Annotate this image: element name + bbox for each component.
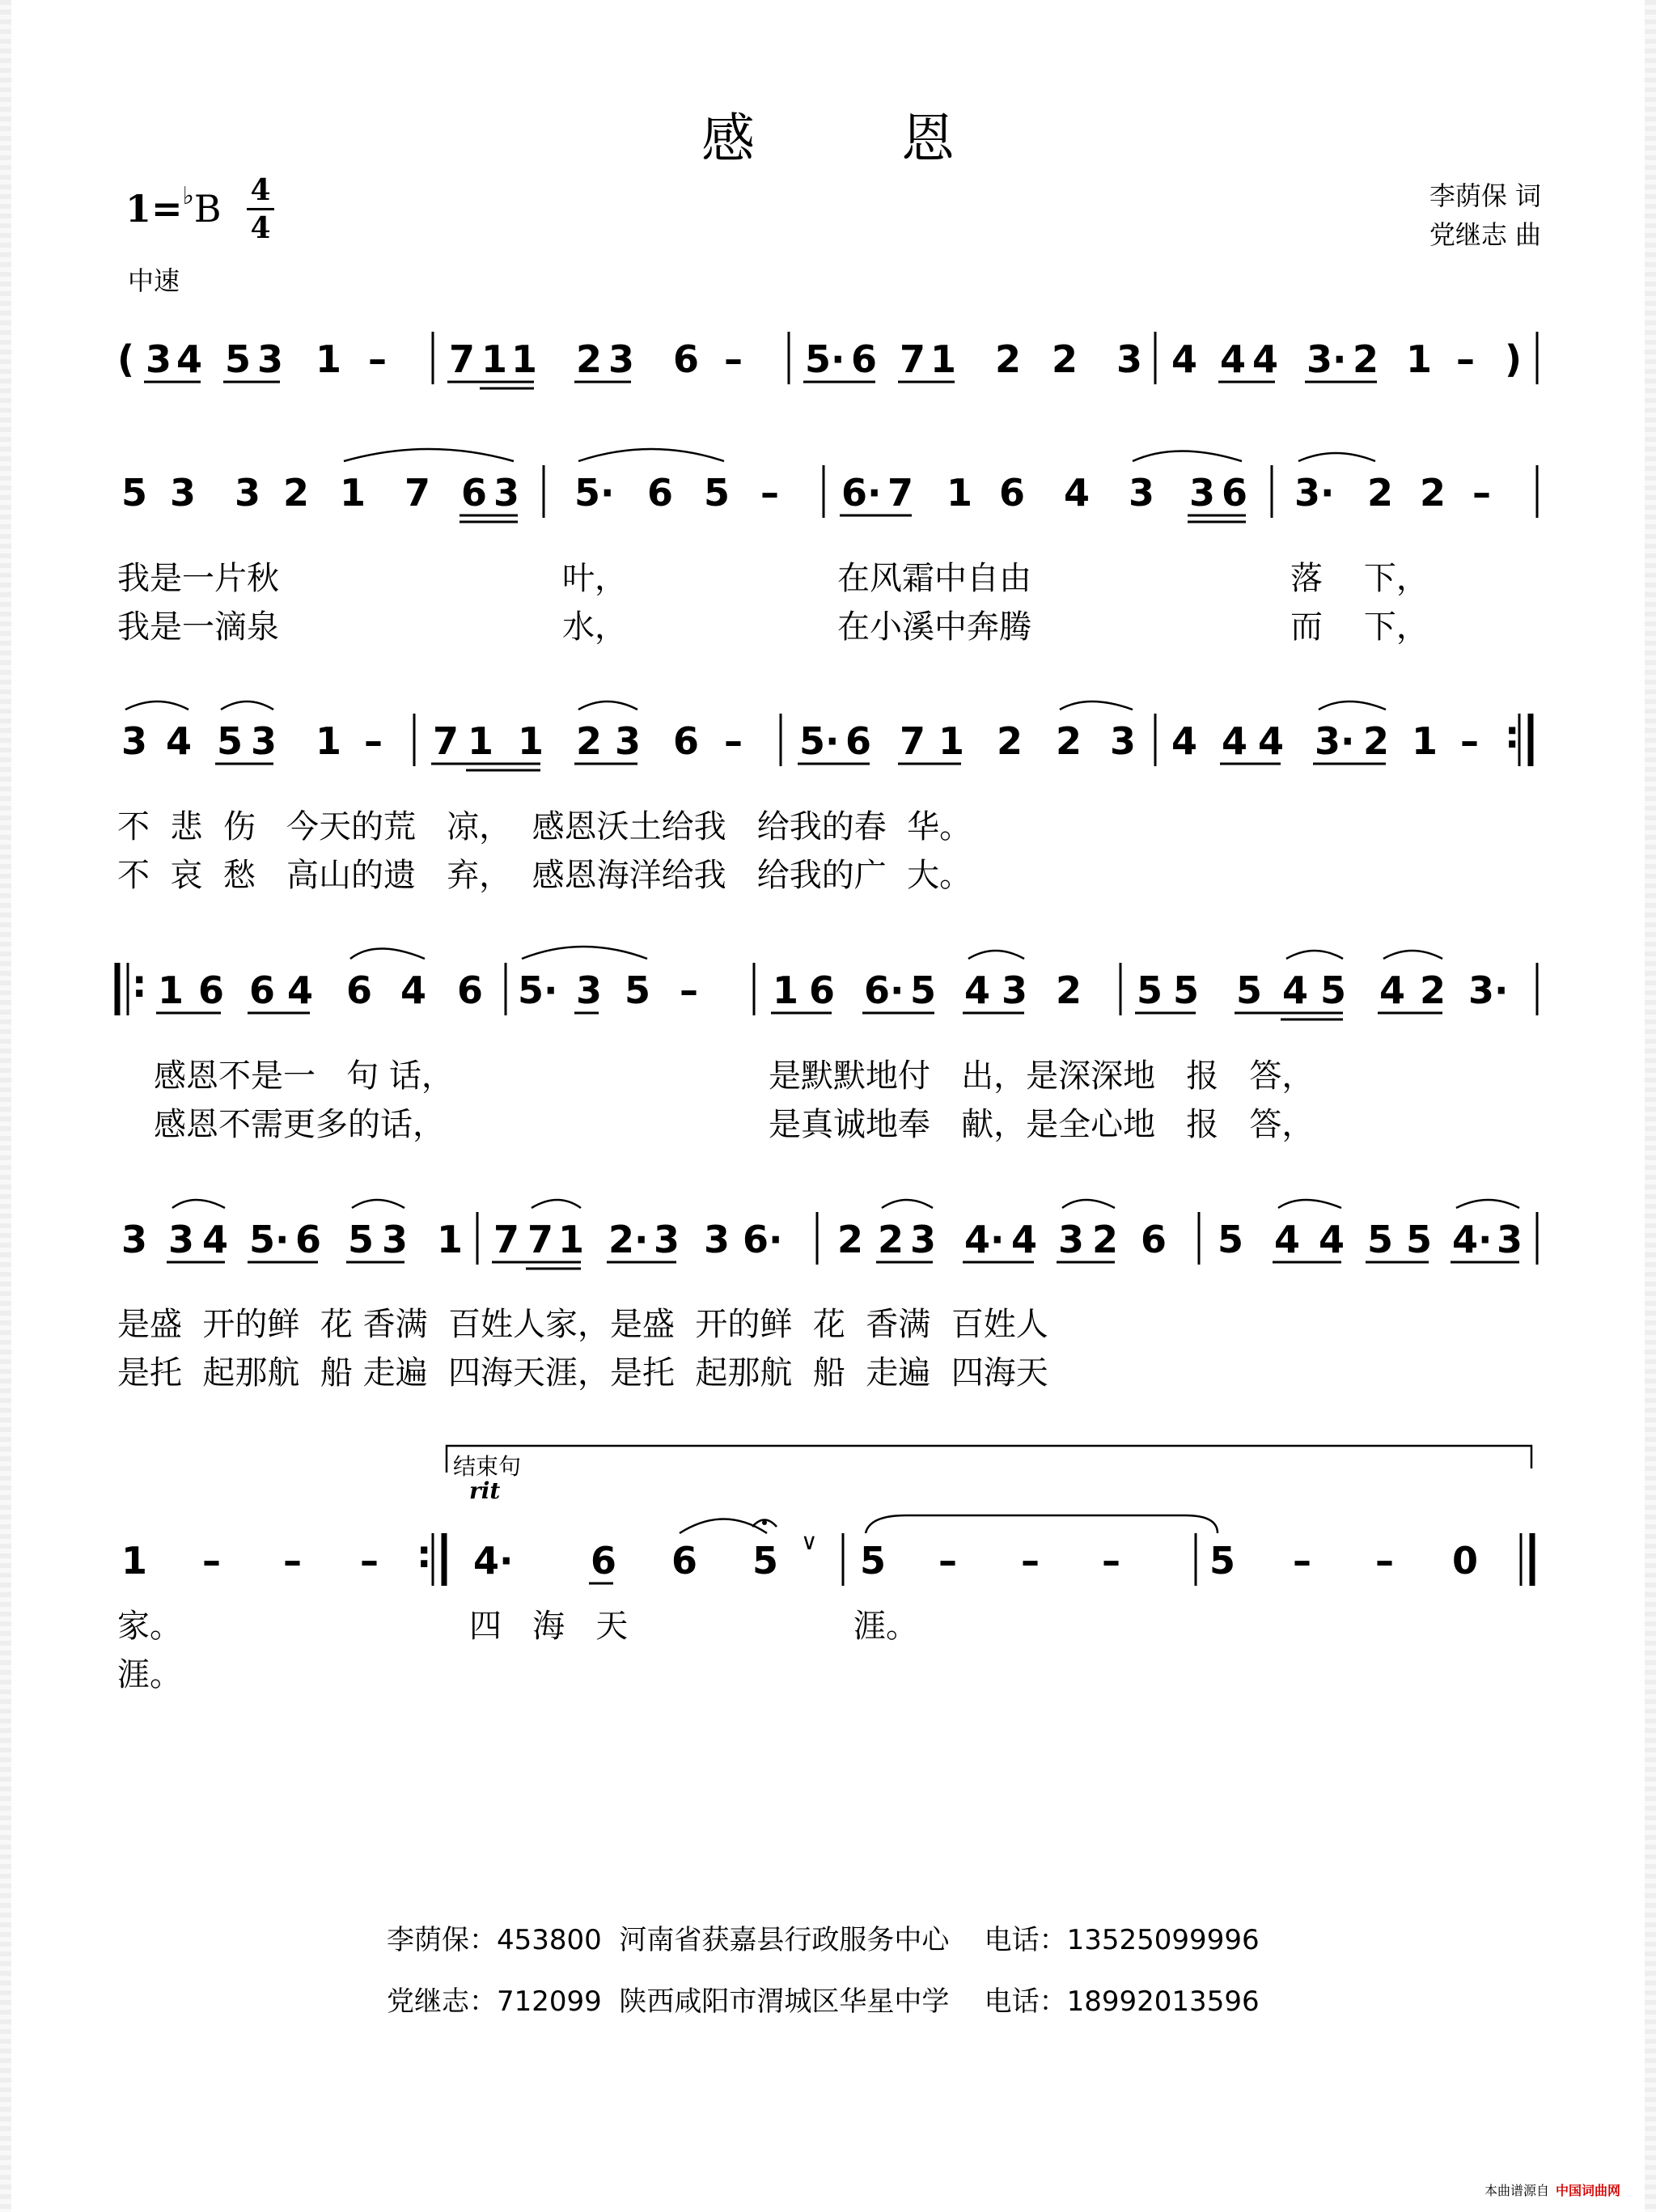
- key-prefix: 1=: [125, 187, 183, 231]
- svg-text:–: –: [283, 1539, 302, 1583]
- svg-text:1: 1: [930, 337, 957, 381]
- svg-text:–: –: [680, 968, 698, 1012]
- svg-text::: :: [1505, 713, 1520, 756]
- svg-text:–: –: [1375, 1539, 1394, 1583]
- svg-text:6·: 6·: [864, 968, 904, 1012]
- svg-text:4: 4: [964, 968, 991, 1012]
- svg-text:5·: 5·: [518, 968, 558, 1012]
- lyric-line-1b: 叶，: [562, 560, 627, 597]
- svg-text:6: 6: [591, 1539, 617, 1583]
- meter-top: 4: [250, 173, 271, 207]
- svg-text:3: 3: [1116, 337, 1143, 381]
- lyric-line-3c: 感恩不需更多的话，: [154, 1106, 445, 1143]
- svg-text:3: 3: [1058, 1218, 1085, 1261]
- svg-text:5: 5: [1367, 1218, 1394, 1261]
- svg-text:3: 3: [1002, 968, 1028, 1012]
- svg-text:4·: 4·: [473, 1539, 514, 1583]
- svg-text:2: 2: [1367, 471, 1394, 515]
- svg-text:6: 6: [346, 968, 373, 1012]
- footer-site-link[interactable]: 中国词曲网: [1555, 2183, 1620, 2198]
- lyric-line-3a: 感恩不是一 句 话，: [154, 1057, 454, 1095]
- svg-text:5: 5: [860, 1539, 887, 1583]
- lyric-line-2a: 不 悲 伤 今天的荒 凉， 感恩沃土给我 给我的春 华。: [117, 808, 972, 845]
- tempo-marking: 中速: [128, 265, 180, 296]
- song-title: 感 恩: [701, 108, 1019, 170]
- composer-credit: 党继志 曲: [1429, 219, 1541, 250]
- lyric-line-2b: 不 哀 愁 高山的遗 弃， 感恩海洋给我 给我的广 大。: [117, 857, 972, 894]
- svg-text:2: 2: [1056, 719, 1082, 763]
- svg-text:–: –: [202, 1539, 221, 1583]
- svg-text:5: 5: [1236, 968, 1263, 1012]
- svg-text:2: 2: [995, 337, 1022, 381]
- ending-bracket: [0, 1436, 1656, 1501]
- svg-text:–: –: [760, 471, 779, 515]
- notation-system-1: [0, 307, 1656, 421]
- svg-text:4: 4: [176, 337, 203, 381]
- svg-text:7: 7: [449, 337, 476, 381]
- svg-text:4: 4: [1252, 337, 1279, 381]
- svg-text:4: 4: [400, 968, 427, 1012]
- svg-text:1: 1: [558, 1218, 585, 1261]
- lyric-line-1g: 在小溪中奔腾: [837, 608, 1031, 646]
- time-signature: [247, 174, 274, 244]
- svg-text:6: 6: [673, 719, 700, 763]
- svg-text:3: 3: [1129, 471, 1155, 515]
- svg-text:4: 4: [1379, 968, 1406, 1012]
- svg-text:7: 7: [527, 1218, 554, 1261]
- svg-text:3: 3: [654, 1218, 680, 1261]
- svg-text:4: 4: [1282, 968, 1309, 1012]
- svg-text:5: 5: [1173, 968, 1200, 1012]
- svg-text:5: 5: [625, 968, 651, 1012]
- svg-text:3·: 3·: [1468, 968, 1509, 1012]
- svg-text:5: 5: [910, 968, 937, 1012]
- notation-system-3: [0, 689, 1656, 803]
- svg-text:6: 6: [198, 968, 225, 1012]
- lyric-line-1h: 而 下，: [1290, 608, 1429, 646]
- notation-system-6: [0, 1509, 1656, 1622]
- rit-marking: rit: [469, 1477, 501, 1504]
- lyric-line-5c: 涯。: [853, 1608, 918, 1645]
- svg-text:3: 3: [251, 719, 277, 763]
- svg-text:5·: 5·: [574, 471, 615, 515]
- svg-text:5·: 5·: [805, 337, 845, 381]
- system-6: [0, 1509, 1656, 1671]
- svg-text:5: 5: [1137, 968, 1163, 1012]
- lyricist-credit: 李荫保 词: [1429, 180, 1541, 211]
- svg-text:7: 7: [404, 471, 431, 515]
- svg-text:3: 3: [121, 1218, 148, 1261]
- svg-text:5: 5: [225, 337, 252, 381]
- ending-label: 结束句: [453, 1453, 522, 1480]
- svg-text:2: 2: [1353, 337, 1379, 381]
- svg-text:3·: 3·: [1315, 719, 1355, 763]
- svg-text:4·: 4·: [964, 1218, 1005, 1261]
- svg-text:6: 6: [1141, 1218, 1167, 1261]
- lyric-line-1f: 水，: [562, 608, 627, 646]
- svg-text:4·: 4·: [1452, 1218, 1493, 1261]
- svg-text:7: 7: [433, 719, 460, 763]
- svg-text:6: 6: [809, 968, 836, 1012]
- svg-text:4: 4: [287, 968, 314, 1012]
- svg-text:–: –: [1456, 337, 1475, 381]
- lyric-line-3b: 是默默地付 出，是深深地 报 答，: [769, 1057, 1315, 1095]
- svg-text:1: 1: [938, 719, 965, 763]
- svg-text:7: 7: [493, 1218, 520, 1261]
- svg-text:2: 2: [837, 1218, 864, 1261]
- svg-text:2·: 2·: [608, 1218, 649, 1261]
- meter-bottom: 4: [250, 211, 271, 245]
- svg-text:6: 6: [249, 968, 276, 1012]
- svg-text:3·: 3·: [1294, 471, 1335, 515]
- svg-text:3: 3: [382, 1218, 409, 1261]
- lyric-line-5b: 四 海 天: [469, 1608, 629, 1645]
- svg-text:3: 3: [1110, 719, 1137, 763]
- svg-text:2: 2: [1056, 968, 1082, 1012]
- svg-text:4: 4: [1319, 1218, 1345, 1261]
- svg-text:6: 6: [295, 1218, 322, 1261]
- svg-text:6: 6: [1222, 471, 1248, 515]
- svg-text:–: –: [368, 337, 387, 381]
- svg-text:3: 3: [608, 337, 635, 381]
- svg-text:4: 4: [1274, 1218, 1301, 1261]
- svg-text:5: 5: [1320, 968, 1347, 1012]
- contact-lyricist: 李荫保：453800 河南省获嘉县行政服务中心 电话：13525099996: [387, 1924, 1260, 1956]
- svg-text:–: –: [364, 719, 383, 763]
- svg-text:5: 5: [348, 1218, 375, 1261]
- notation-system-2: [0, 441, 1656, 554]
- svg-text:6: 6: [457, 968, 484, 1012]
- svg-text:1: 1: [947, 471, 973, 515]
- svg-text:3: 3: [493, 471, 520, 515]
- svg-text:–: –: [360, 1539, 379, 1583]
- svg-text:4: 4: [1171, 719, 1198, 763]
- svg-text:3: 3: [615, 719, 642, 763]
- svg-text:6: 6: [461, 471, 488, 515]
- key-note: B: [193, 187, 222, 231]
- svg-text:3: 3: [168, 1218, 195, 1261]
- svg-text:): ): [1505, 337, 1523, 381]
- svg-text:1: 1: [511, 337, 538, 381]
- svg-text:–: –: [724, 719, 743, 763]
- svg-text:3: 3: [704, 1218, 731, 1261]
- svg-text:2: 2: [1052, 337, 1078, 381]
- footer-label: 本曲谱源自: [1484, 2183, 1549, 2198]
- svg-text:6: 6: [845, 719, 872, 763]
- lyric-line-3d: 是真诚地奉 献，是全心地 报 答，: [769, 1106, 1315, 1143]
- svg-text:–: –: [724, 337, 743, 381]
- flat-icon: ♭: [182, 182, 194, 210]
- svg-text:5: 5: [1209, 1539, 1236, 1583]
- lyric-line-1a: 我是一片秋: [117, 560, 279, 597]
- svg-text:4: 4: [1064, 471, 1091, 515]
- svg-text:1: 1: [1406, 337, 1433, 381]
- svg-text:2: 2: [1420, 968, 1446, 1012]
- source-footer: [1484, 2180, 1620, 2199]
- lyric-line-5a: 家。: [117, 1608, 182, 1645]
- svg-text:5: 5: [752, 1539, 779, 1583]
- svg-text:6: 6: [647, 471, 674, 515]
- credits: [1429, 176, 1541, 254]
- svg-text:4: 4: [1171, 337, 1198, 381]
- svg-text:4: 4: [1222, 719, 1248, 763]
- svg-text:–: –: [938, 1539, 957, 1583]
- svg-text:–: –: [1021, 1539, 1040, 1583]
- svg-text:1: 1: [340, 471, 366, 515]
- svg-text:1: 1: [316, 337, 342, 381]
- svg-text:2: 2: [283, 471, 310, 515]
- lyric-line-4b: 是托 起那航 船 走遍 四海天涯，是托 起那航 船 走遍 四海天: [117, 1354, 1048, 1392]
- svg-text:2: 2: [1363, 719, 1390, 763]
- svg-text:5·: 5·: [799, 719, 840, 763]
- svg-text:3: 3: [1189, 471, 1216, 515]
- svg-text:(: (: [117, 337, 135, 381]
- svg-text:3: 3: [576, 968, 603, 1012]
- svg-text:5: 5: [1406, 1218, 1433, 1261]
- svg-text:4: 4: [1220, 337, 1247, 381]
- svg-text:2: 2: [878, 1218, 904, 1261]
- svg-text::: :: [132, 962, 147, 1006]
- svg-text:1: 1: [158, 968, 184, 1012]
- svg-text:7: 7: [900, 719, 926, 763]
- svg-text:0: 0: [1452, 1539, 1479, 1583]
- svg-text:6·: 6·: [841, 471, 882, 515]
- svg-text:1: 1: [1412, 719, 1438, 763]
- contact-composer: 党继志：712099 陕西咸阳市渭城区华星中学 电话：18992013596: [387, 1985, 1260, 2018]
- svg-text:2: 2: [576, 719, 603, 763]
- svg-text:6: 6: [673, 337, 700, 381]
- svg-text:3: 3: [257, 337, 284, 381]
- svg-text:6: 6: [851, 337, 878, 381]
- svg-text:–: –: [1293, 1539, 1311, 1583]
- svg-text:∨: ∨: [801, 1528, 818, 1555]
- notation-system-5: [0, 1188, 1656, 1301]
- lyric-line-1d: 落 下，: [1290, 560, 1429, 597]
- svg-text:–: –: [1102, 1539, 1120, 1583]
- svg-text:1: 1: [437, 1218, 464, 1261]
- svg-text:6: 6: [671, 1539, 698, 1583]
- svg-text:4: 4: [1258, 719, 1285, 763]
- svg-text:6: 6: [999, 471, 1026, 515]
- svg-text:5: 5: [704, 471, 731, 515]
- svg-text:4: 4: [166, 719, 193, 763]
- svg-text:3: 3: [235, 471, 261, 515]
- svg-text:2: 2: [1420, 471, 1446, 515]
- svg-text:1: 1: [121, 1539, 148, 1583]
- lyric-line-1c: 在风霜中自由: [837, 560, 1031, 597]
- lyric-line-4a: 是盛 开的鲜 花 香满 百姓人家，是盛 开的鲜 花 香满 百姓人: [117, 1306, 1048, 1343]
- svg-text:7: 7: [900, 337, 926, 381]
- svg-text:2: 2: [1092, 1218, 1119, 1261]
- svg-text:3: 3: [121, 719, 148, 763]
- svg-text::: :: [417, 1532, 432, 1576]
- svg-text:2: 2: [997, 719, 1023, 763]
- svg-text:3: 3: [170, 471, 197, 515]
- svg-text:4: 4: [202, 1218, 229, 1261]
- svg-text:–: –: [1460, 719, 1479, 763]
- svg-text:1: 1: [481, 337, 508, 381]
- lyric-line-6a: 涯。: [117, 1656, 182, 1693]
- svg-text:5·: 5·: [249, 1218, 290, 1261]
- svg-text:3·: 3·: [1307, 337, 1347, 381]
- svg-text:4: 4: [1011, 1218, 1038, 1261]
- notation-system-4: [0, 939, 1656, 1052]
- svg-text:5: 5: [1218, 1218, 1244, 1261]
- svg-text:3: 3: [910, 1218, 937, 1261]
- svg-text:3: 3: [1497, 1218, 1523, 1261]
- svg-text:1: 1: [468, 719, 494, 763]
- svg-text:5: 5: [121, 471, 148, 515]
- svg-text:3: 3: [146, 337, 172, 381]
- svg-text:7: 7: [887, 471, 914, 515]
- key-signature: [125, 182, 222, 231]
- lyric-line-1e: 我是一滴泉: [117, 608, 279, 646]
- svg-text:1: 1: [773, 968, 799, 1012]
- svg-text:–: –: [1472, 471, 1491, 515]
- svg-text:1: 1: [316, 719, 342, 763]
- svg-text:6·: 6·: [743, 1218, 783, 1261]
- svg-text:5: 5: [217, 719, 244, 763]
- svg-text:2: 2: [576, 337, 603, 381]
- svg-text:1: 1: [518, 719, 544, 763]
